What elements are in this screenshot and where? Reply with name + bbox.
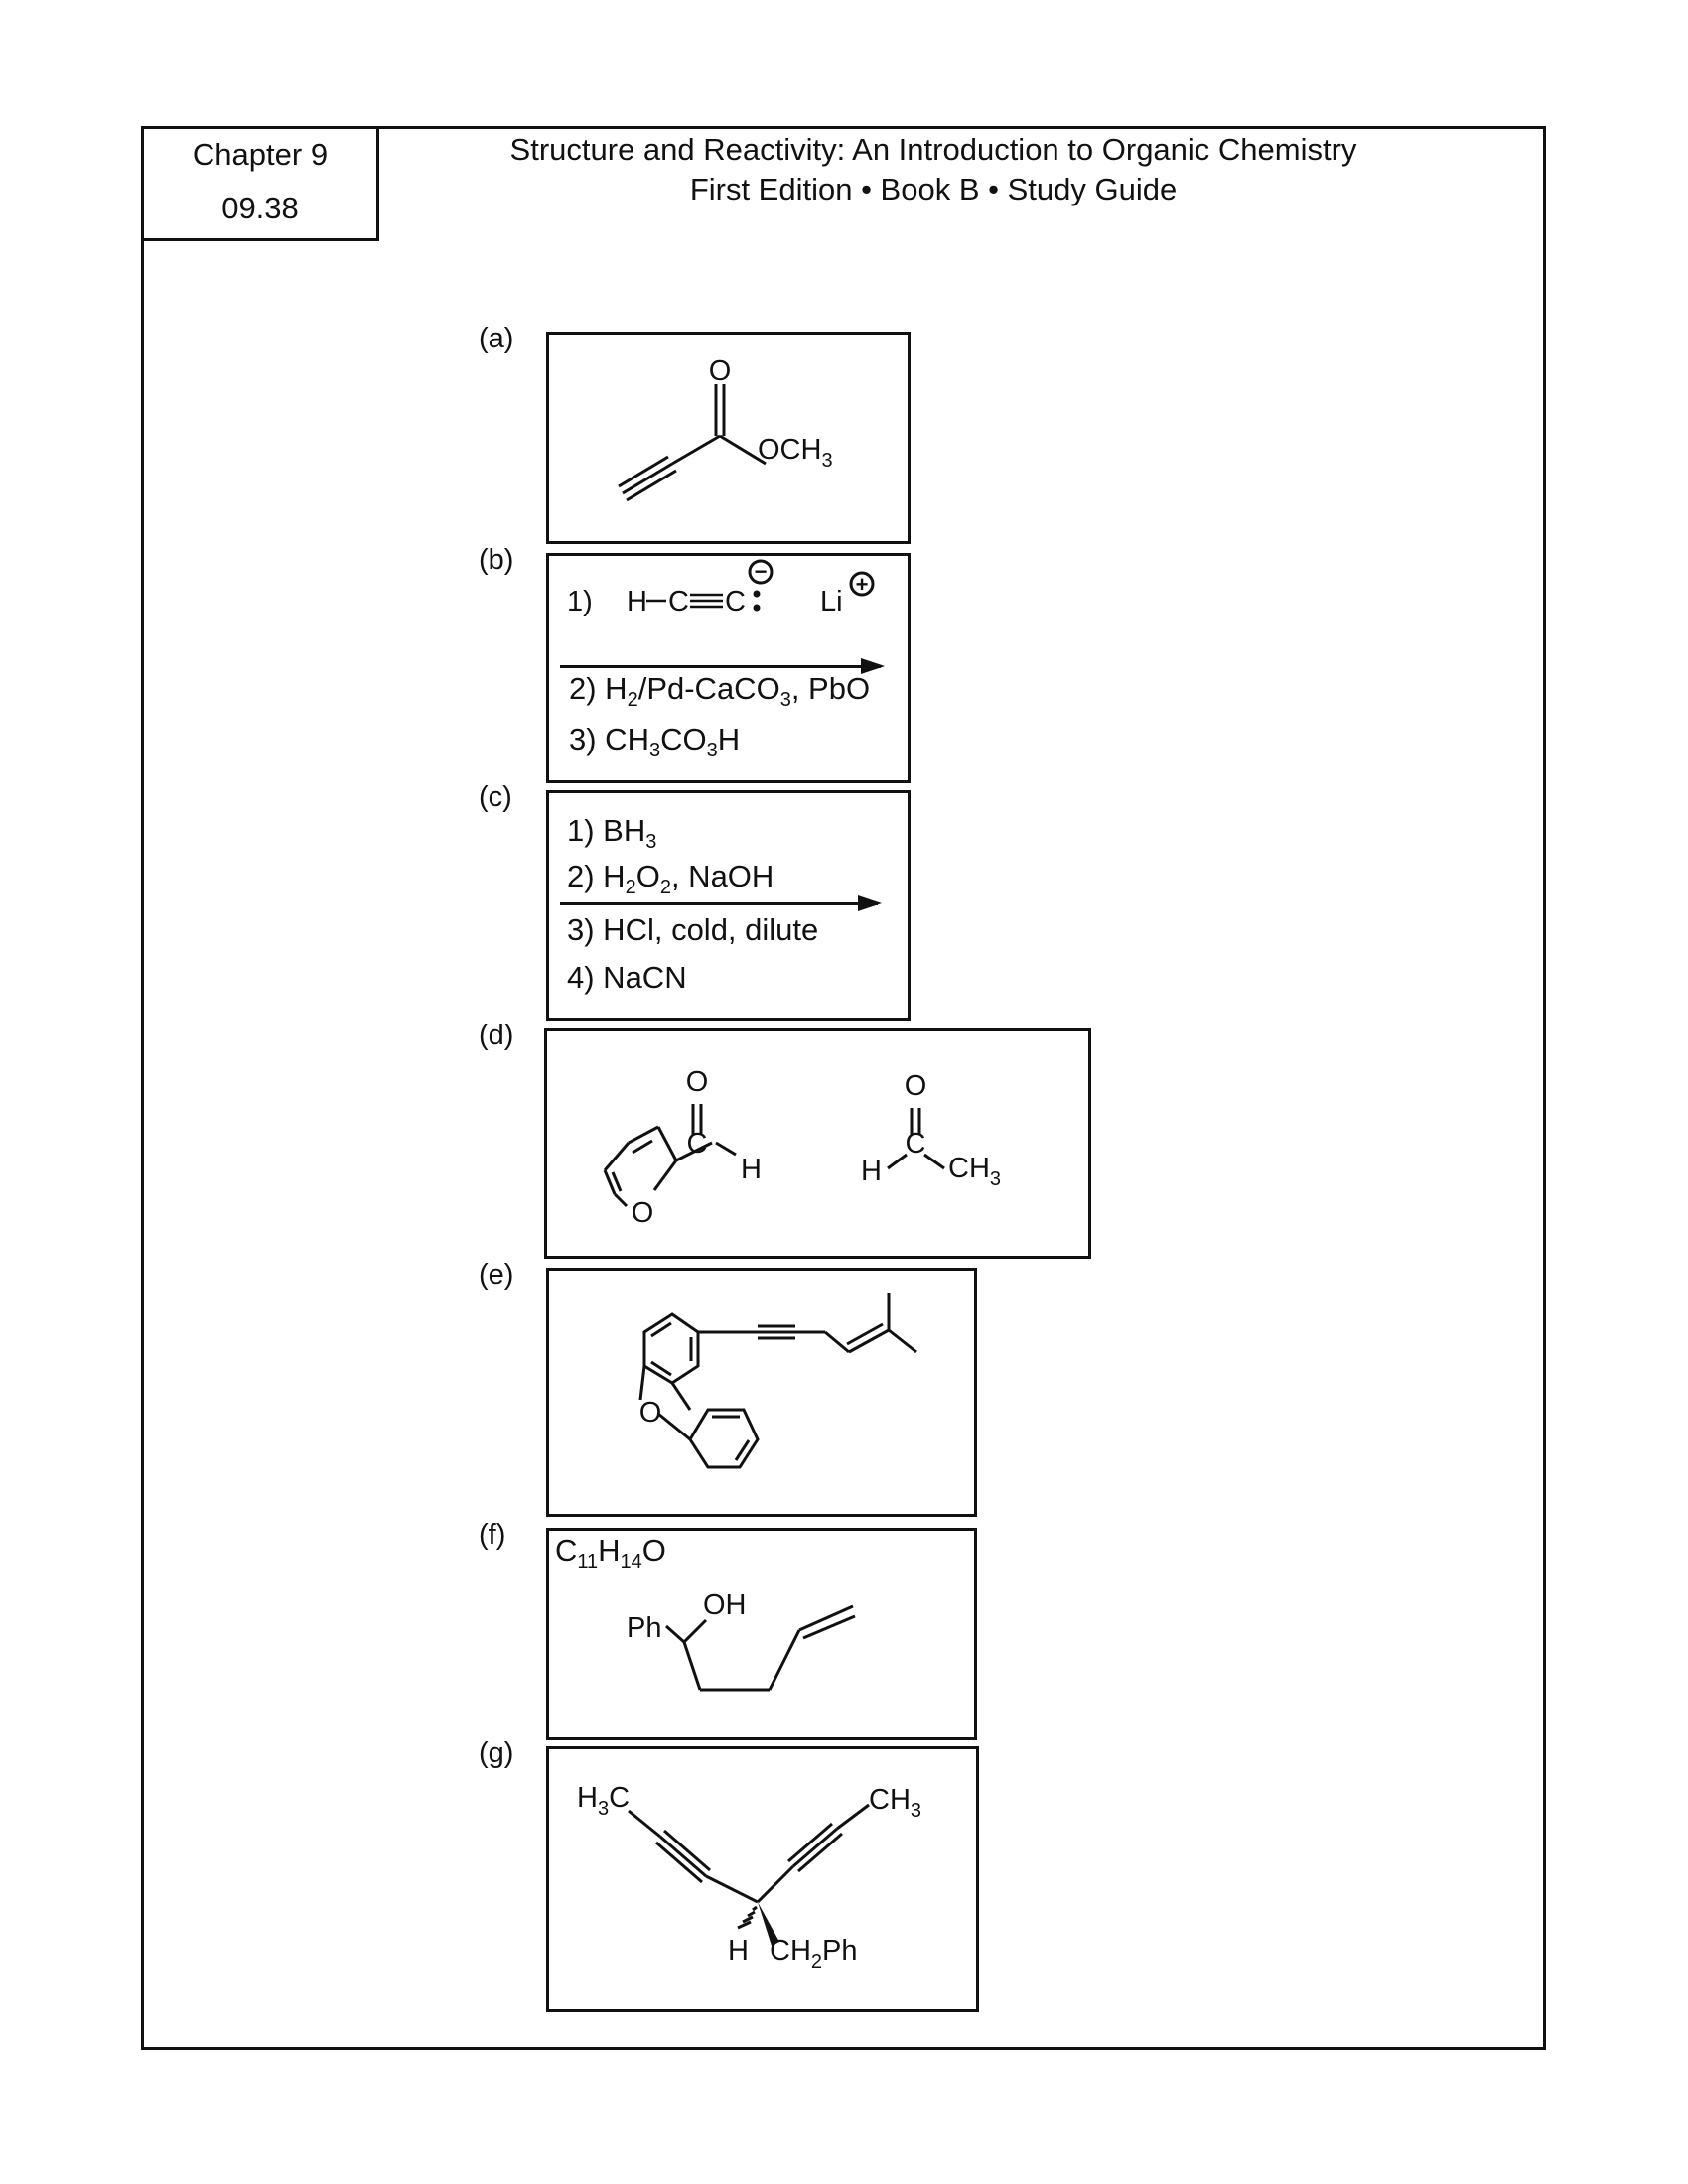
- step1-text: 1) $BH_3$: [567, 813, 657, 854]
- part-f-label: (f): [479, 1519, 506, 1551]
- stereocenter-h: H: [728, 1935, 749, 1967]
- aldehyde-h: H: [741, 1154, 762, 1185]
- part-a-label: (a): [479, 323, 514, 354]
- book-subtitle: First Edition • Book B • Study Guide: [689, 172, 1178, 206]
- part-e-label: (e): [479, 1259, 514, 1291]
- diyne-stereocenter-drawing: [549, 1749, 982, 2015]
- methyl-right: $CH_3$: [869, 1784, 922, 1822]
- part-d-structures: [544, 1028, 1091, 1259]
- acetaldehyde-carbon: C: [905, 1128, 926, 1160]
- part-d-label: (d): [479, 1020, 514, 1051]
- part-f-structure: [546, 1528, 977, 1740]
- methyl-group: $CH_3$: [948, 1153, 1002, 1190]
- book-title: Structure and Reactivity: An Introduction to Organic Chemistry: [509, 132, 1357, 167]
- part-b-reagents: [546, 553, 911, 783]
- step4-text: 4) NaCN: [567, 960, 687, 995]
- aldehyde-carbon: C: [686, 1128, 708, 1160]
- part-g-structure: [546, 1746, 979, 2012]
- acetylide-c2: C: [725, 586, 746, 617]
- part-a-structure: [546, 332, 911, 544]
- phenyl-group: Ph: [627, 1612, 662, 1644]
- step1-number: 1): [567, 586, 593, 617]
- lithium-cation: Li: [820, 586, 843, 617]
- acetaldehyde-oxygen: O: [904, 1070, 927, 1102]
- reaction-arrow: [560, 902, 878, 905]
- furfural-acetaldehyde-drawing: [547, 1031, 1094, 1262]
- step3-text: 3) $CH_3CO_3H$: [569, 722, 741, 762]
- part-c-label: (c): [479, 781, 512, 813]
- reaction-arrow: [560, 665, 881, 668]
- chapter-box: [141, 126, 379, 241]
- methyl-left: $H_3C$: [577, 1782, 631, 1820]
- benzyl-group: $CH_2Ph$: [770, 1935, 858, 1973]
- problem-number: 09.38: [221, 191, 299, 225]
- molecular-formula: $C_{11}H_{14}O$: [555, 1533, 666, 1573]
- methyl-propiolate-drawing: [549, 335, 914, 547]
- step2-text: 2) $H_2O_2$, NaOH: [567, 859, 774, 899]
- svg-text:−: −: [754, 559, 768, 584]
- acetylide-h: H: [627, 586, 647, 617]
- aldehyde-oxygen: O: [685, 1066, 709, 1098]
- carbonyl-oxygen: O: [708, 355, 732, 387]
- part-c-reagents: [546, 790, 911, 1021]
- methoxy-group: $OCH_3$: [758, 434, 833, 472]
- furan-oxygen: O: [631, 1197, 654, 1229]
- acetylide-c1: C: [668, 586, 689, 617]
- furan-oxygen: O: [638, 1397, 662, 1429]
- hydroxyl-group: OH: [703, 1589, 747, 1621]
- step3-text: 3) HCl, cold, dilute: [567, 912, 819, 947]
- part-b-label: (b): [479, 544, 514, 576]
- part-e-structure: [546, 1268, 977, 1517]
- svg-text:+: +: [855, 572, 869, 597]
- step2-text: 2) $H_2/Pd-CaCO_3$, PbO: [569, 671, 871, 712]
- acetaldehyde-h: H: [861, 1156, 882, 1187]
- part-g-label: (g): [479, 1737, 514, 1769]
- dibenzofuran-enyne-drawing: [549, 1271, 980, 1520]
- alcohol-drawing: [549, 1531, 980, 1743]
- chapter-label: Chapter 9: [192, 137, 329, 172]
